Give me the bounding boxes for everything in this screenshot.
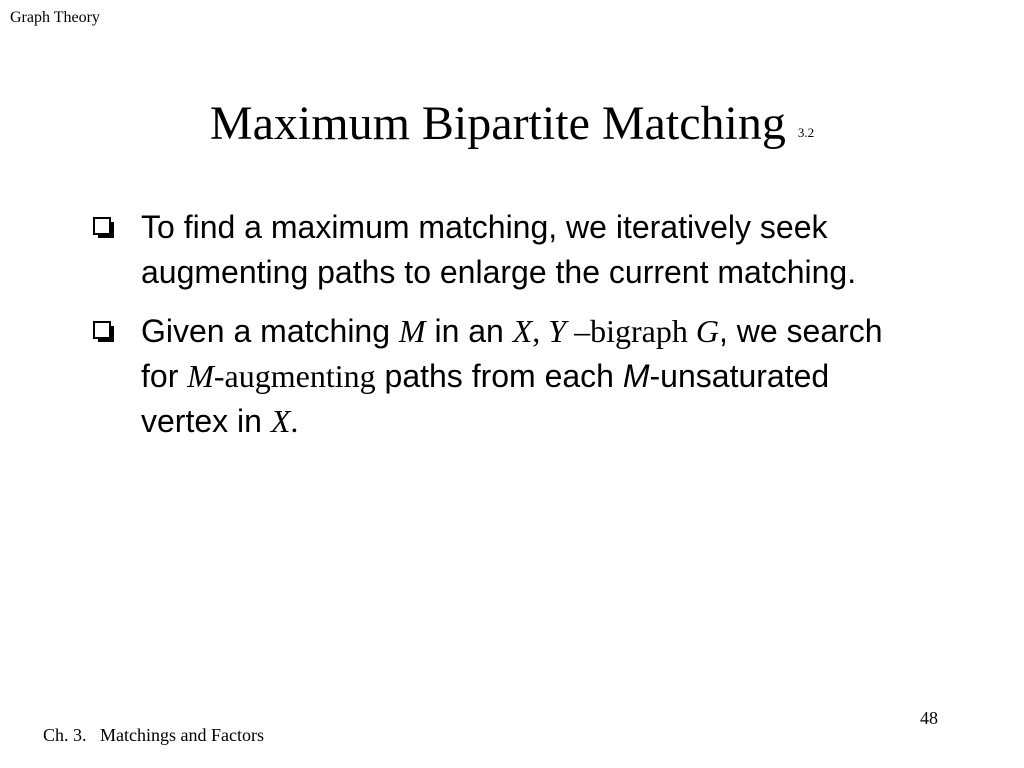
text-run: paths from each <box>375 358 623 394</box>
math-comma: , <box>532 313 549 349</box>
page-number: 48 <box>920 708 938 728</box>
slide-title-row <box>0 96 1024 163</box>
math-symbol-m: M <box>187 358 214 394</box>
symbol-m-italic: M <box>622 358 650 394</box>
math-symbol-y: Y <box>548 313 567 349</box>
math-symbol-x: X <box>512 313 533 349</box>
math-symbol-x: X <box>270 403 291 439</box>
math-term-augmenting: -augmenting <box>213 358 376 394</box>
slide-title: Maximum Bipartite Matching <box>209 97 786 150</box>
bullet-text: To find a maximum matching, we iteratively seek augmenting paths to enlarge the current matching. <box>141 209 857 290</box>
course-header: Graph Theory <box>10 9 100 26</box>
math-term-bigraph: –bigraph <box>566 313 696 349</box>
bullet-list <box>0 205 1024 458</box>
bullet-item <box>0 309 901 444</box>
checkbox-icon <box>92 320 116 344</box>
text-run: Given a matching <box>141 313 399 349</box>
text-run: . <box>290 403 299 439</box>
text-run: -unsaturated vertex in <box>141 358 830 439</box>
section-number: 3.2 <box>797 125 815 140</box>
text-run: , we search for <box>141 313 883 394</box>
text-run: in an <box>425 313 513 349</box>
bullet-item <box>0 205 901 295</box>
math-symbol-m: M <box>398 313 426 349</box>
math-symbol-g: G <box>695 313 719 349</box>
bullet-text <box>141 313 883 439</box>
chapter-footer: Ch. 3. Matchings and Factors <box>43 725 264 745</box>
checkbox-icon <box>92 216 116 240</box>
